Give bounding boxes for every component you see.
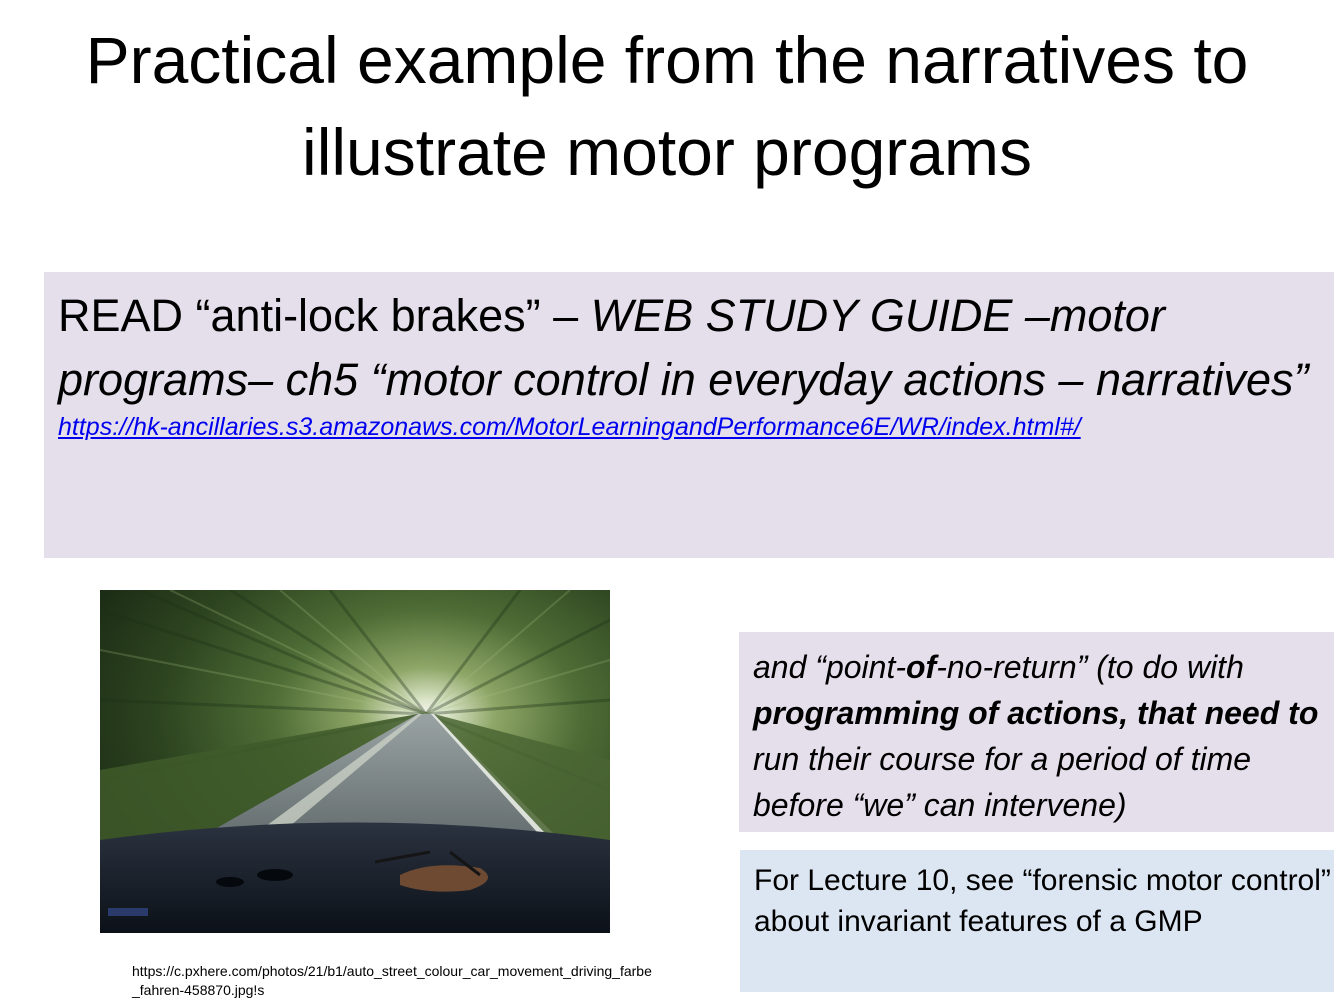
title-line-1: Practical example from the narratives to bbox=[85, 23, 1249, 97]
driving-road-photo bbox=[100, 590, 610, 933]
lecture-note-text: For Lecture 10, see “forensic motor control” about invariant features of a GMP bbox=[754, 864, 1331, 938]
pnr-text-1: and “point- bbox=[753, 649, 906, 685]
pnr-text-3: -no-return” (to do with bbox=[936, 649, 1244, 685]
study-guide-link[interactable]: https://hk-ancillaries.s3.amazonaws.com/MotorLearningandPerformance6E/WR/index.html#/ bbox=[58, 413, 1081, 441]
pnr-text-5: run their course for a period of time before “we” can intervene) bbox=[753, 741, 1252, 823]
reading-prefix: READ “anti-lock brakes” – bbox=[58, 290, 591, 341]
photo-credit: https://c.pxhere.com/photos/21/b1/auto_street_colour_car_movement_driving_farbe_fahren-458870.jpg!s bbox=[132, 963, 652, 998]
reading-assignment-box bbox=[44, 272, 1334, 558]
title-line-2: illustrate motor programs bbox=[302, 115, 1032, 189]
pnr-text-2: of bbox=[905, 649, 937, 685]
reading-assignment-text bbox=[58, 284, 1320, 412]
lecture-note-box bbox=[740, 850, 1334, 992]
slide-title bbox=[0, 14, 1334, 198]
pnr-text-4: programming of actions, that need to bbox=[753, 695, 1319, 731]
point-of-no-return-box bbox=[739, 632, 1334, 832]
study-guide-reference: WEB STUDY GUIDE –motor programs– ch5 “motor control in everyday actions – narratives” bbox=[58, 290, 1309, 405]
